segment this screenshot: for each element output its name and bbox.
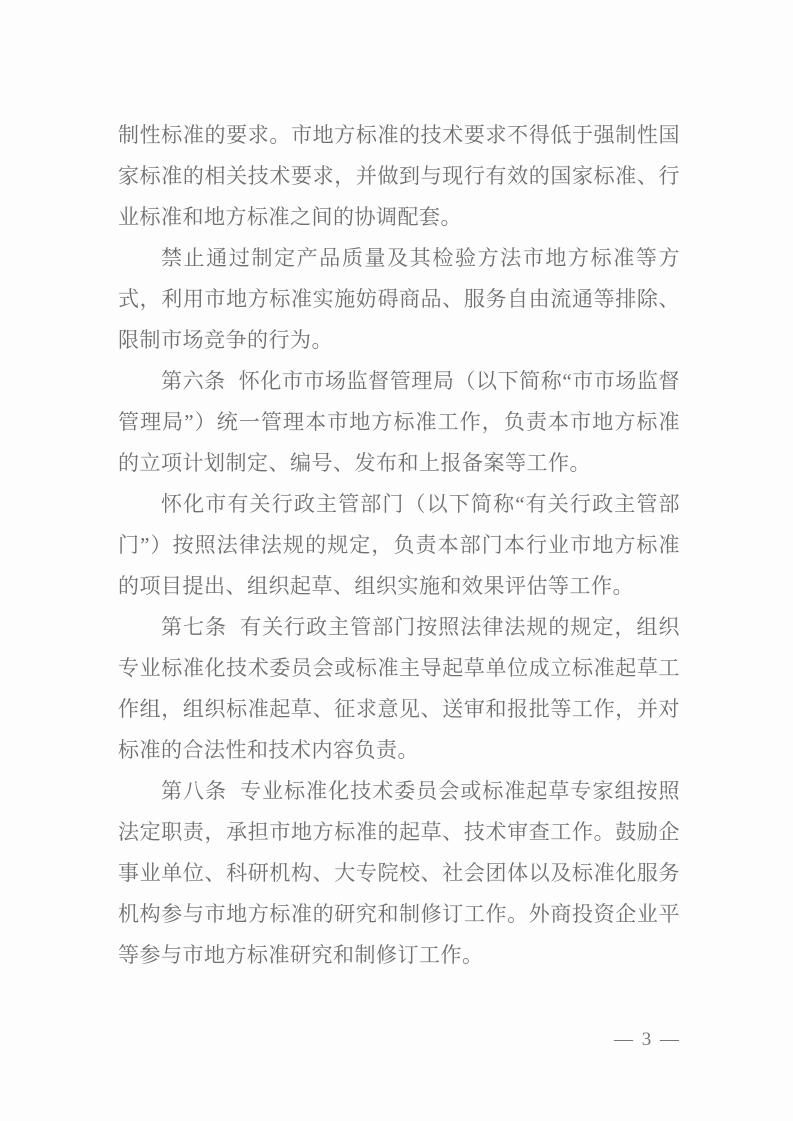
paragraph-text: 禁止通过制定产品质量及其检验方法市地方标准等方式，利用市地方标准实施妨碍商品、服务自由流通等排除、限制市场竞争的行为。 xyxy=(118,246,680,352)
paragraph-article-7 xyxy=(118,607,680,771)
paragraph-text: 有关行政主管部门按照法律法规的规定，组织专业标准化技术委员会或标准主导起草单位成立标准起草工作组，组织标准起草、征求意见、送审和报批等工作，并对标准的合法性和技术内容负责。 xyxy=(118,615,681,762)
paragraph-text: 制性标准的要求。市地方标准的技术要求不得低于强制性国家标准的相关技术要求，并做到与现行有效的国家标准、行业标准和地方标准之间的协调配套。 xyxy=(118,123,680,229)
paragraph-article-6 xyxy=(118,361,680,484)
paragraph-text: 专业标准化技术委员会或标准起草专家组按照法定职责，承担市地方标准的起草、技术审查工作。鼓励企事业单位、科研机构、大专院校、社会团体以及标准化服务机构参与市地方标准的研究和制修订工作。外商投资企业平等参与市地方标准研究和制修订工作。 xyxy=(118,779,681,967)
paragraph-text: 怀化市有关行政主管部门（以下简称“有关行政主管部门”）按照法律法规的规定，负责本部门本行业市地方标准的项目提出、组织起草、组织实施和效果评估等工作。 xyxy=(118,492,680,598)
clause-number: 第七条 xyxy=(161,615,228,639)
page-number: — 3 — xyxy=(614,1029,681,1050)
clause-number: 第六条 xyxy=(161,369,226,393)
paragraph-text: 怀化市市场监督管理局（以下简称“市市场监督管理局”）统一管理本市地方标准工作，负责本市地方标准的立项计划制定、编号、发布和上报备案等工作。 xyxy=(118,369,680,475)
paragraph-departments xyxy=(118,484,680,607)
clause-number: 第八条 xyxy=(161,779,228,803)
paragraph-continuation xyxy=(118,115,680,238)
document-body xyxy=(118,115,680,976)
paragraph-prohibition xyxy=(118,238,680,361)
paragraph-article-8 xyxy=(118,771,680,976)
